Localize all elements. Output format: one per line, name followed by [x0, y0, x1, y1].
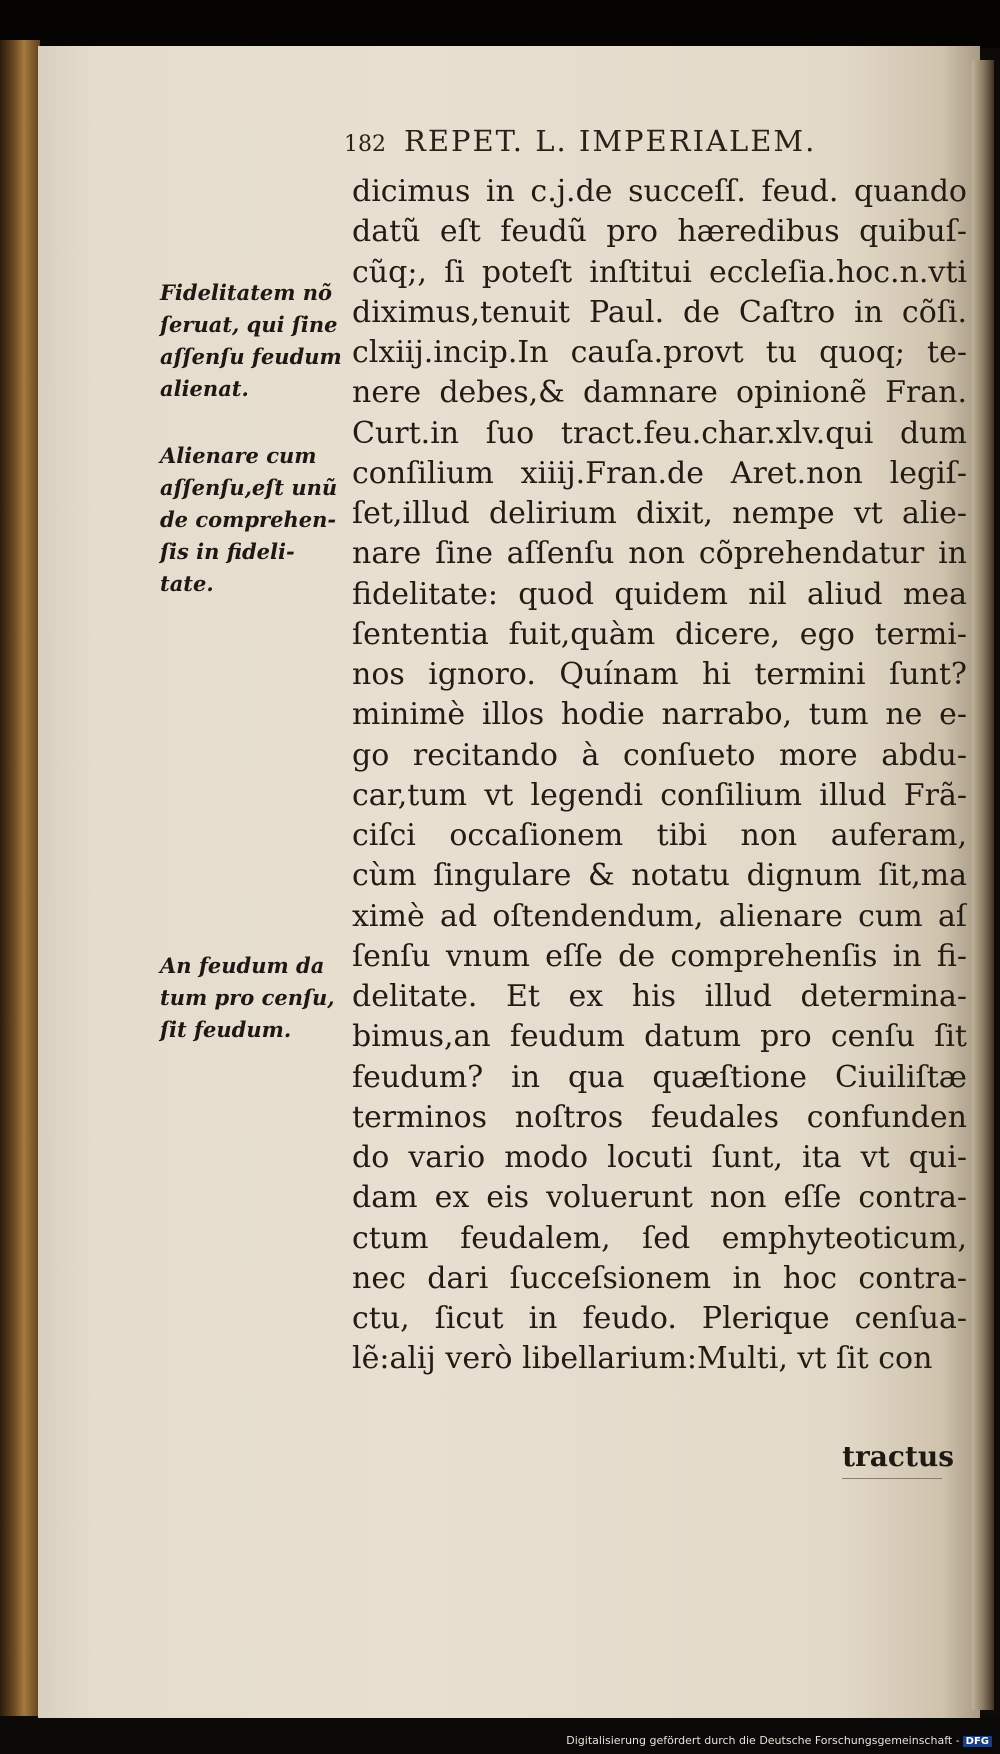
- digitization-credit: [566, 1734, 992, 1747]
- text-line: dam ex eis voluerunt non eſſe contra-: [352, 1180, 967, 1216]
- marginal-note: [160, 277, 342, 405]
- text-line: ciſci occaſionem tibi non auferam,: [352, 818, 967, 853]
- main-text-column: [352, 172, 967, 1380]
- text-line: go recitando à conſueto more abdu-: [352, 737, 967, 773]
- text-line: nere debes,& damnare opinionẽ Fran.: [352, 375, 967, 411]
- footer-rule: [842, 1478, 942, 1479]
- text-line: ſet,illud delirium dixit, nempe vt alie-: [352, 496, 967, 531]
- marginal-line: tum pro cenſu,: [160, 985, 335, 1010]
- page-stack-edge: [972, 60, 994, 1710]
- text-line: do vario modo locuti ſunt, ita vt qui-: [352, 1140, 967, 1175]
- text-line: car,tum vt legendi conſilium illud Frã-: [352, 777, 967, 813]
- page-number: 182: [344, 132, 386, 157]
- text-line: cùm ſingulare & notatu dignum ſit,ma: [352, 858, 967, 894]
- text-line: fidelitate: quod quidem nil aliud mea: [352, 576, 967, 612]
- marginal-line: aſſenſu feudum: [160, 344, 342, 369]
- marginal-line: ſit feudum.: [160, 1017, 292, 1042]
- marginal-note: [160, 440, 338, 600]
- marginal-line: tate.: [160, 571, 214, 596]
- marginal-line: aſſenſu,eſt unũ: [160, 475, 338, 500]
- text-line: lẽ:alij verò libellarium:Multi, vt ſit con: [352, 1341, 933, 1377]
- text-line: ximè ad oſtendendum, alienare cum aſ: [352, 898, 967, 934]
- scan-top-border: [0, 0, 1000, 48]
- text-line: clxiij.incip.In cauſa.provt tu quoq; te-: [352, 335, 967, 370]
- dfg-logo: DFG: [963, 1736, 992, 1747]
- text-line: ctu, ſicut in feudo. Plerique cenſua-: [352, 1301, 967, 1336]
- marginal-line: alienat.: [160, 376, 249, 401]
- running-title: REPET. L. IMPERIALEM.: [404, 124, 817, 158]
- text-line: nare ſine aſſenſu non cõprehendatur in: [352, 536, 967, 572]
- text-line: minimè illos hodie narrabo, tum ne e-: [352, 697, 967, 733]
- marginal-line: ſeruat, qui ſine: [160, 312, 338, 337]
- text-line: dicimus in c.j.de succeſſ. feud. quando: [352, 174, 967, 209]
- marginal-line: Fidelitatem nõ: [160, 280, 333, 305]
- catchword: tractus: [842, 1440, 954, 1473]
- text-line: cũq;, ſi poteſt inſtitui eccleſia.hoc.n.vti: [352, 254, 967, 290]
- marginal-line: Alienare cum: [160, 443, 317, 468]
- text-line: feudum? in qua quæſtione Ciuiliſtæ: [352, 1059, 967, 1095]
- text-line: delitate. Et ex his illud determina-: [352, 979, 967, 1014]
- text-line: conſilium xiiij.Fran.de Aret.non legiſ-: [352, 455, 967, 491]
- marginal-note: [160, 950, 335, 1046]
- text-line: datũ eſt feudũ pro hæredibus quibuſ-: [352, 214, 967, 250]
- text-line: Curt.in ſuo tract.feu.char.xlv.qui dum: [352, 415, 967, 451]
- text-line: terminos noſtros feudales confunden: [352, 1099, 967, 1135]
- marginal-line: ſis in fideli-: [160, 539, 295, 564]
- text-line: ctum feudalem, ſed emphyteoticum,: [352, 1220, 967, 1256]
- text-line: ſenſu vnum eſſe de comprehenſis in fi-: [352, 938, 967, 974]
- text-line: diximus,tenuit Paul. de Caſtro in cõſi.: [352, 294, 967, 330]
- text-line: bimus,an feudum datum pro cenſu ſit: [352, 1019, 967, 1055]
- book-binding-edge: [0, 40, 40, 1716]
- credit-text: Digitalisierung gefördert durch die Deutsche Forschungsgemeinschaft -: [566, 1734, 960, 1747]
- text-line: nos ignoro. Quínam hi termini ſunt?: [352, 657, 967, 692]
- running-head: [344, 124, 816, 164]
- text-line: nec dari ſucceſsionem in hoc contra-: [352, 1260, 967, 1296]
- text-line: ſententia fuit,quàm dicere, ego termi-: [352, 616, 967, 652]
- marginal-line: An feudum da: [160, 953, 325, 978]
- marginal-line: de comprehen-: [160, 507, 337, 532]
